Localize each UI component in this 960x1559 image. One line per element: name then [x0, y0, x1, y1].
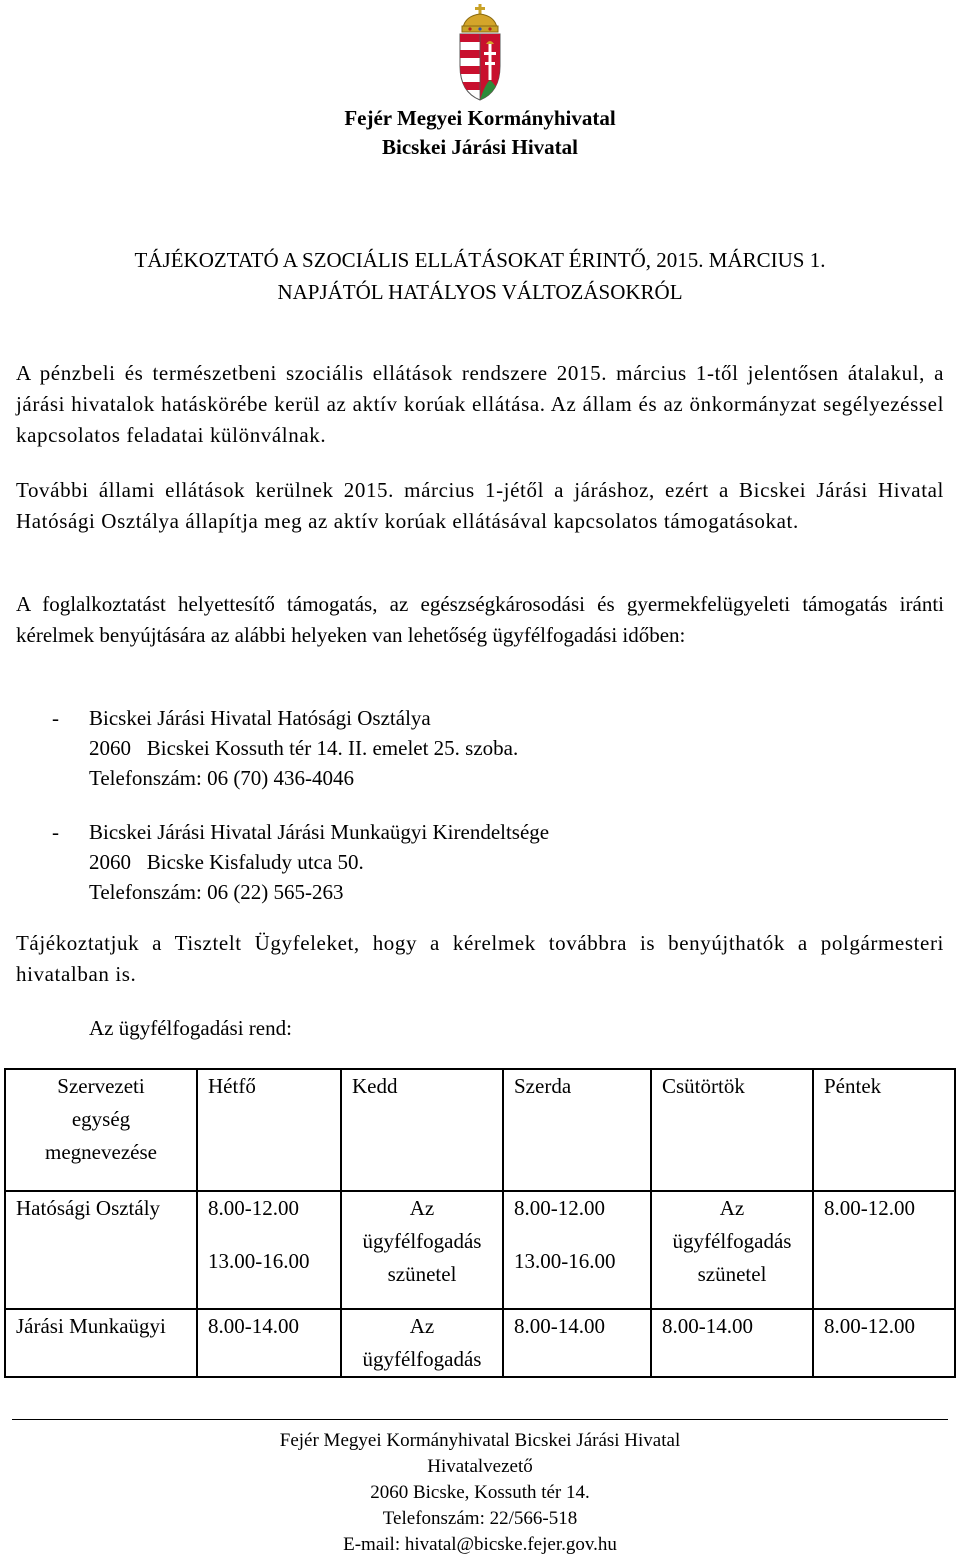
- address-street: 2060 Bicske Kisfaludy utca 50.: [89, 850, 364, 874]
- footer-role: Hivatalvezető: [427, 1456, 533, 1477]
- column-header-tuesday: Kedd: [341, 1069, 503, 1191]
- paragraph-1: A pénzbeli és természetbeni szociális ellátások rendszere 2015. március 1-től jelentősen átalakul, a járási hivatalok hatáskörébe kerül az aktív korúak ellátása. Az állam és az önkormányzat segélyezéssel kapcsolatos feladatai különválnak.: [16, 361, 944, 447]
- office-name: Fejér Megyei Kormányhivatal: [344, 106, 616, 130]
- document-title-line1: TÁJÉKOZTATÓ A SZOCIÁLIS ELLÁTÁSOKAT ÉRINTŐ, 2015. MÁRCIUS 1.: [134, 248, 826, 272]
- wednesday-cell: 8.00-14.00: [503, 1309, 651, 1377]
- list-dash: -: [52, 820, 59, 844]
- column-header-monday: Hétfő: [197, 1069, 341, 1191]
- friday-cell: 8.00-12.00: [813, 1191, 955, 1309]
- office-subname: Bicskei Járási Hivatal: [382, 135, 578, 159]
- list-dash: -: [52, 706, 59, 730]
- unit-cell: Hatósági Osztály: [5, 1191, 197, 1309]
- address-street: 2060 Bicskei Kossuth tér 14. II. emelet 25. szoba.: [89, 736, 519, 760]
- paragraph-4: Tájékoztatjuk a Tisztelt Ügyfeleket, hogy a kérelmek továbbra is benyújthatók a polgármesteri hivatalban is.: [16, 931, 944, 986]
- tuesday-cell: Az ügyfélfogadás szünetel: [341, 1191, 503, 1309]
- address-name: Bicskei Járási Hivatal Járási Munkaügyi Kirendeltsége: [89, 820, 550, 844]
- unit-cell: Járási Munkaügyi: [5, 1309, 197, 1377]
- monday-cell: 8.00-14.00: [197, 1309, 341, 1377]
- thursday-cell: Az ügyfélfogadás szünetel: [651, 1191, 813, 1309]
- column-header-friday: Péntek: [813, 1069, 955, 1191]
- paragraph-2: További állami ellátások kerülnek 2015. március 1-jétől a járáshoz, ezért a Bicskei Járási Hivatal Hatósági Osztálya állapítja meg az aktív korúak ellátásával kapcsolatos támogatásokat.: [16, 478, 944, 533]
- column-header-unit: Szervezeti egység megnevezése: [5, 1069, 197, 1191]
- table-row: [5, 1309, 955, 1377]
- address-phone: Telefonszám: 06 (22) 565-263: [89, 880, 344, 904]
- table-header-row: [5, 1069, 955, 1191]
- address-name: Bicskei Járási Hivatal Hatósági Osztálya: [89, 706, 431, 730]
- friday-cell: 8.00-12.00: [813, 1309, 955, 1377]
- footer-email: E-mail: hivatal@bicske.fejer.gov.hu: [343, 1534, 617, 1555]
- wednesday-cell: 8.00-12.00 13.00-16.00: [503, 1191, 651, 1309]
- document-title-line2: NAPJÁTÓL HATÁLYOS VÁLTOZÁSOKRÓL: [277, 280, 683, 304]
- table-row: [5, 1191, 955, 1309]
- hungarian-coat-of-arms-icon: [455, 4, 505, 102]
- address-phone: Telefonszám: 06 (70) 436-4046: [89, 766, 355, 790]
- footer: [0, 1428, 960, 1558]
- footer-phone: Telefonszám: 22/566-518: [382, 1508, 578, 1529]
- footer-address: 2060 Bicske, Kossuth tér 14.: [370, 1482, 590, 1503]
- schedule-table: [4, 1068, 956, 1378]
- schedule-heading: Az ügyfélfogadási rend:: [89, 1016, 292, 1040]
- column-header-wednesday: Szerda: [503, 1069, 651, 1191]
- footer-divider: [12, 1419, 948, 1420]
- column-header-thursday: Csütörtök: [651, 1069, 813, 1191]
- monday-cell: 8.00-12.00 13.00-16.00: [197, 1191, 341, 1309]
- tuesday-cell: Az ügyfélfogadás: [341, 1309, 503, 1377]
- thursday-cell: 8.00-14.00: [651, 1309, 813, 1377]
- paragraph-3: A foglalkoztatást helyettesítő támogatás, az egészségkárosodási és gyermekfelügyeleti támogatás iránti kérelmek benyújtására az alábbi helyeken van lehetőség ügyfélfogadási időben:: [16, 592, 944, 647]
- footer-office: Fejér Megyei Kormányhivatal Bicskei Járási Hivatal: [279, 1430, 681, 1451]
